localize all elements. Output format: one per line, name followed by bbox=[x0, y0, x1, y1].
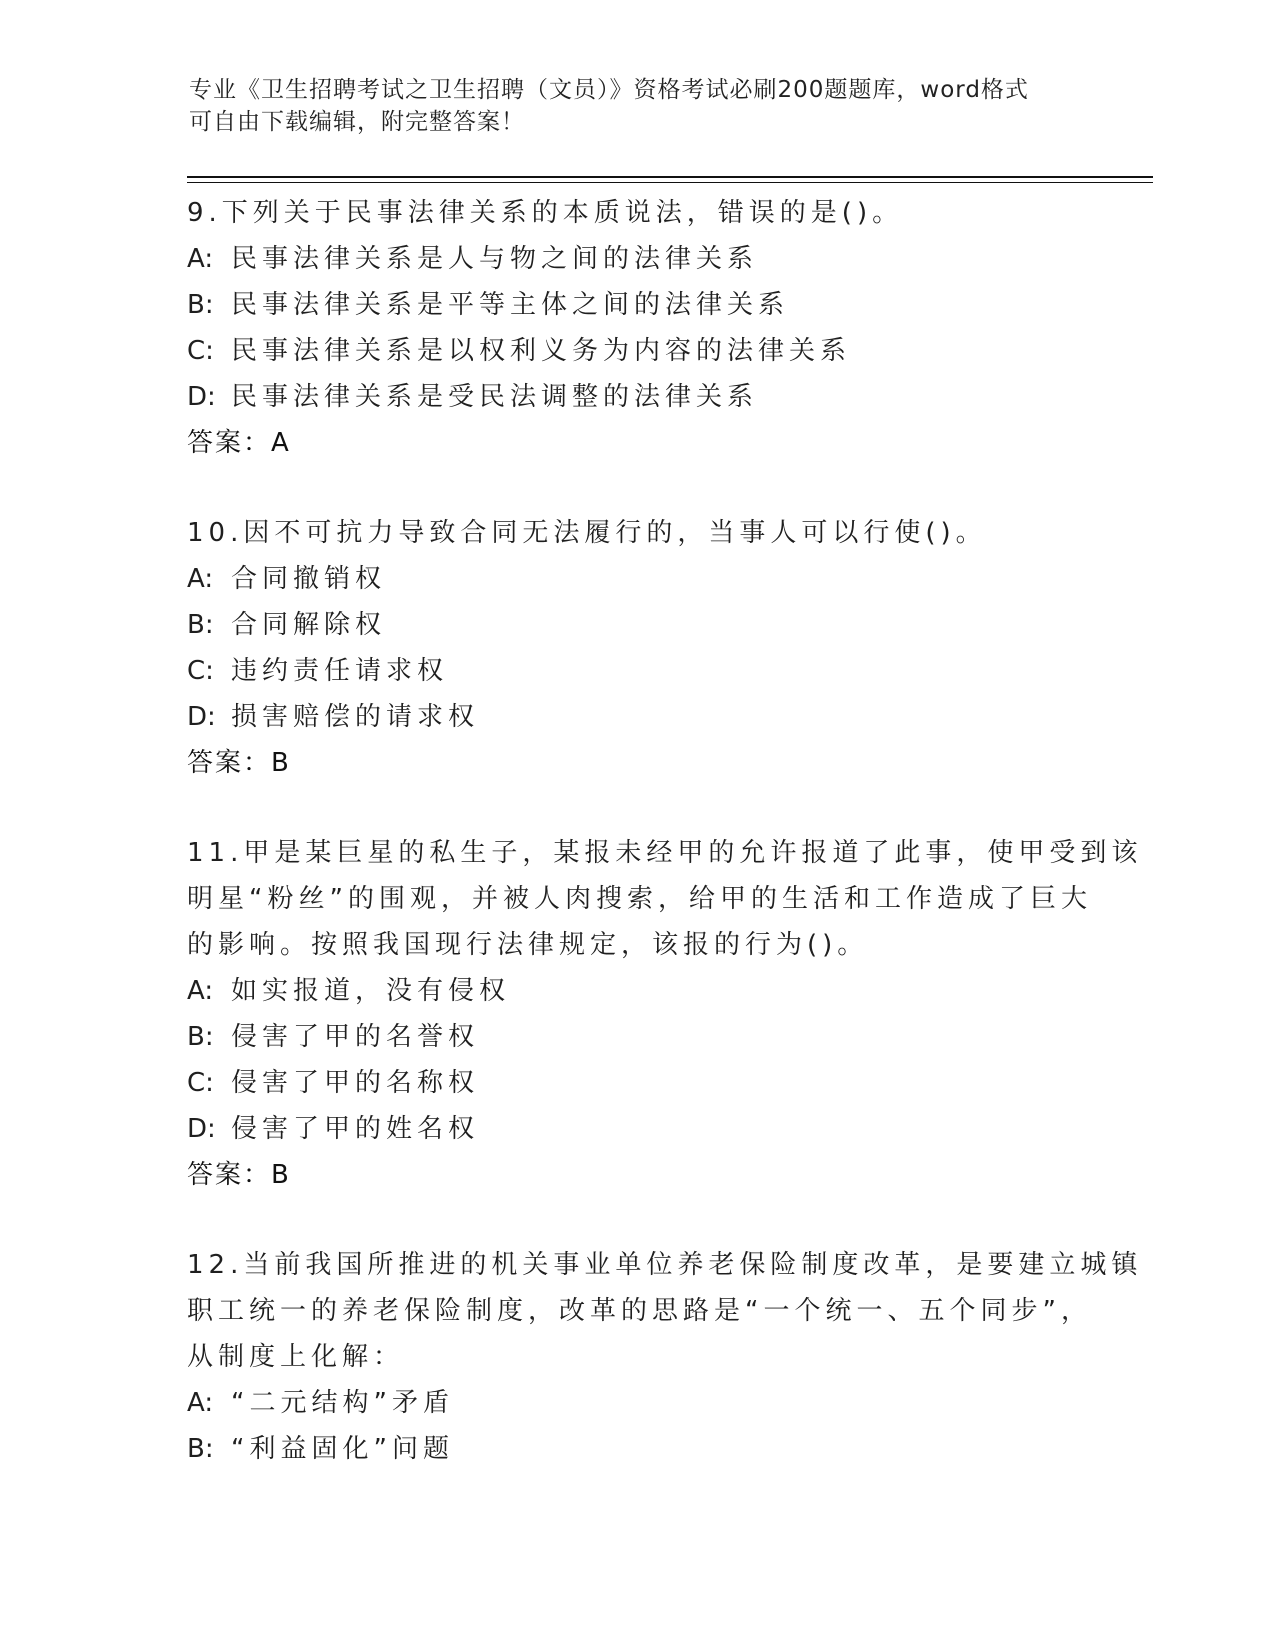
option-a bbox=[187, 236, 1087, 282]
question-text: 10.因不可抗力导致合同无法履行的，当事人可以行使()。 bbox=[187, 518, 987, 548]
question-item bbox=[187, 510, 1087, 786]
header-line: 可自由下载编辑，附完整答案！ bbox=[189, 109, 525, 135]
option-text: 合同撤销权 bbox=[231, 564, 387, 594]
option-letter: C: bbox=[187, 336, 214, 366]
option-text: 民事法律关系是平等主体之间的法律关系 bbox=[231, 290, 790, 320]
option-text: 民事法律关系是人与物之间的法律关系 bbox=[231, 244, 759, 274]
option-letter: B: bbox=[187, 290, 214, 320]
question-text: 9.下列关于民事法律关系的本质说法，错误的是()。 bbox=[187, 198, 904, 228]
option-d bbox=[187, 694, 1087, 740]
option-text: 侵害了甲的名誉权 bbox=[231, 1022, 480, 1052]
option-c bbox=[187, 328, 1087, 374]
option-letter: C: bbox=[187, 1068, 214, 1098]
question-item bbox=[187, 190, 1087, 466]
option-b bbox=[187, 282, 1087, 328]
answer-label: 答案： bbox=[187, 748, 272, 778]
option-text: 合同解除权 bbox=[231, 610, 387, 640]
question-text: 11.甲是某巨星的私生子，某报未经甲的允许报道了此事，使甲受到该 bbox=[187, 838, 1143, 868]
question-text: 职工统一的养老保险制度，改革的思路是“一个统一、五个同步”， bbox=[187, 1296, 1092, 1326]
option-letter: A: bbox=[187, 564, 214, 594]
answer-line bbox=[187, 740, 1087, 786]
option-text: “二元结构”矛盾 bbox=[231, 1388, 454, 1418]
document-header bbox=[189, 74, 1069, 138]
option-letter: D: bbox=[187, 702, 216, 732]
answer-value: B bbox=[271, 748, 291, 778]
answer-line bbox=[187, 1152, 1087, 1198]
header-divider-thick bbox=[187, 176, 1153, 178]
option-b bbox=[187, 602, 1087, 648]
option-text: 民事法律关系是以权利义务为内容的法律关系 bbox=[231, 336, 852, 366]
option-b bbox=[187, 1426, 1087, 1472]
option-letter: C: bbox=[187, 656, 214, 686]
option-letter: B: bbox=[187, 1022, 214, 1052]
option-letter: D: bbox=[187, 382, 216, 412]
question-item bbox=[187, 830, 1143, 1198]
option-letter: A: bbox=[187, 1388, 214, 1418]
option-text: “利益固化”问题 bbox=[231, 1434, 454, 1464]
answer-value: A bbox=[271, 428, 291, 458]
option-a bbox=[187, 1380, 1087, 1426]
question-item bbox=[187, 1242, 1143, 1472]
option-text: 民事法律关系是受民法调整的法律关系 bbox=[231, 382, 759, 412]
option-a bbox=[187, 556, 1087, 602]
header-line: 专业《卫生招聘考试之卫生招聘（文员）》资格考试必刷200题题库，word格式 bbox=[189, 77, 1029, 103]
answer-value: B bbox=[271, 1160, 291, 1190]
option-text: 如实报道，没有侵权 bbox=[231, 976, 511, 1006]
option-letter: A: bbox=[187, 244, 214, 274]
answer-label: 答案： bbox=[187, 428, 272, 458]
option-text: 侵害了甲的姓名权 bbox=[231, 1114, 480, 1144]
answer-line bbox=[187, 420, 1087, 466]
option-letter: B: bbox=[187, 1434, 214, 1464]
option-letter: D: bbox=[187, 1114, 216, 1144]
option-b bbox=[187, 1014, 1087, 1060]
question-list bbox=[187, 190, 1143, 1516]
option-text: 损害赔偿的请求权 bbox=[231, 702, 480, 732]
question-text: 明星“粉丝”的围观，并被人肉搜索，给甲的生活和工作造成了巨大 bbox=[187, 884, 1092, 914]
option-c bbox=[187, 648, 1087, 694]
option-a bbox=[187, 968, 1087, 1014]
option-letter: A: bbox=[187, 976, 214, 1006]
option-d bbox=[187, 1106, 1087, 1152]
question-text: 12.当前我国所推进的机关事业单位养老保险制度改革，是要建立城镇 bbox=[187, 1250, 1143, 1280]
option-d bbox=[187, 374, 1087, 420]
answer-label: 答案： bbox=[187, 1160, 272, 1190]
option-text: 违约责任请求权 bbox=[231, 656, 449, 686]
header-divider-thin bbox=[187, 182, 1153, 183]
option-letter: B: bbox=[187, 610, 214, 640]
question-text: 的影响。按照我国现行法律规定，该报的行为()。 bbox=[187, 930, 869, 960]
question-text: 从制度上化解： bbox=[187, 1342, 405, 1372]
option-text: 侵害了甲的名称权 bbox=[231, 1068, 480, 1098]
option-c bbox=[187, 1060, 1087, 1106]
